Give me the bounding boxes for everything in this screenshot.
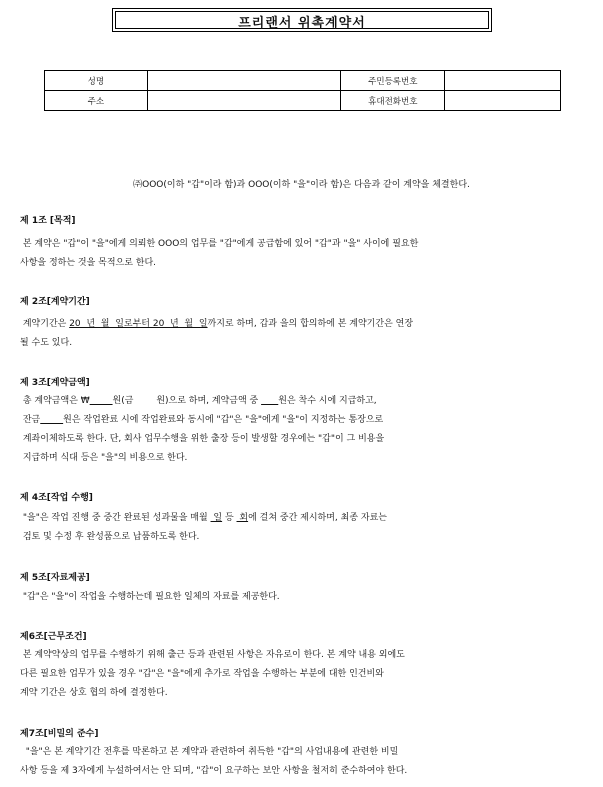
section-7-line: 사항 등을 제 3자에게 누설하여서는 안 되며, "갑"이 요구하는 보안 사항을 철저히 준수하여야 한다.: [20, 766, 408, 776]
period-blank[interactable]: 20 년 월 일로부터 20 년 월 일: [69, 319, 208, 329]
info-table: [44, 70, 561, 111]
text: "을"은 작업 진행 중 중간 완료된 성과물을 매월: [20, 513, 211, 523]
text: 등: [222, 513, 237, 523]
section-5-heading: 제 5조[자료제공]: [20, 573, 90, 583]
section-6-heading: 제6조[근무조건]: [20, 632, 87, 642]
address-value[interactable]: [147, 91, 341, 111]
document-title: 프리랜서 위촉계약서: [238, 16, 366, 31]
section-4-heading: 제 4조[작업 수행]: [20, 493, 93, 503]
address-label: 주소: [45, 91, 148, 111]
amount-blank[interactable]: [90, 396, 113, 406]
deposit-blank[interactable]: [261, 396, 278, 406]
section-4-line-2: 검토 및 수정 후 완성품으로 납품하도록 한다.: [20, 532, 200, 542]
text: 계약기간은: [20, 319, 70, 329]
phone-label: 휴대전화번호: [341, 91, 445, 111]
text: 원은 착수 시에 지급하고,: [278, 396, 377, 406]
name-label: 성명: [45, 71, 148, 91]
text: 총 계약금액은 ₩: [20, 396, 90, 406]
info-row: [45, 71, 561, 91]
text: 원(금 원)으로 하며, 계약금액 중: [112, 396, 262, 406]
intro-text: ㈜ΟΟΟ(이하 "갑"이라 함)과 ΟΟΟ(이하 "을"이라 함)은 다음과 같이 계약을 체결한다.: [133, 180, 470, 190]
section-4-line-1: [20, 510, 387, 523]
text: 에 걸쳐 중간 제시하며, 최종 자료는: [248, 513, 387, 523]
section-1-line: 사항을 정하는 것을 목적으로 한다.: [20, 258, 157, 268]
section-6-line: 계약 기간은 상호 협의 하에 결정한다.: [20, 688, 168, 698]
info-row: [45, 91, 561, 111]
title-box: [112, 8, 492, 32]
section-7-heading: 제7조[비밀의 준수]: [20, 729, 99, 739]
section-3-heading: 제 3조[계약금액]: [20, 378, 90, 388]
balance-blank[interactable]: [40, 415, 63, 425]
section-6-line: 본 계약약상의 업무를 수행하기 위해 출근 등과 관련된 사항은 자유로이 한다. 본 계약 내용 외에도: [20, 650, 405, 660]
section-3-line-3: 계좌이체하도록 한다. 단, 회사 업무수행을 위한 출장 등이 발생할 경우에는 "갑"이 그 비용을: [20, 434, 385, 444]
reg-label: 주민등록번호: [341, 71, 445, 91]
section-2-line-1: [20, 316, 413, 329]
text: 까지로 하며, 갑과 을의 합의하에 본 계약기간은 연장: [207, 319, 414, 329]
phone-value[interactable]: [445, 91, 561, 111]
section-5-line: "갑"은 "을"이 작업을 수행하는데 필요한 일체의 자료를 제공한다.: [20, 592, 280, 602]
times-blank[interactable]: 회: [236, 513, 249, 523]
section-1-line: 본 계약은 "갑"이 "을"에게 의뢰한 ΟΟΟ의 업무를 "갑"에게 공급함에 있어 "갑"과 "을" 사이에 필요한: [20, 239, 419, 249]
section-2-line-2: 될 수도 있다.: [20, 338, 73, 348]
text: 잔금: [20, 415, 41, 425]
reg-value[interactable]: [445, 71, 561, 91]
section-2-heading: 제 2조[계약기간]: [20, 297, 90, 307]
section-3-line-2: [20, 412, 383, 425]
day-blank[interactable]: 일: [210, 513, 223, 523]
section-3-line-1: [20, 393, 377, 406]
text: 원은 작업완료 시에 작업완료와 동시에 "갑"은 "을"에게 "을"이 지정하는 통장으로: [63, 415, 384, 425]
section-3-line-4: 지급하며 식대 등은 "을"의 비용으로 한다.: [20, 453, 188, 463]
section-1-heading: 제 1조 [목적]: [20, 216, 76, 226]
section-7-line: "을"은 본 계약기간 전후를 막론하고 본 계약과 관련하여 취득한 "갑"의 사업내용에 관련한 비밀: [20, 747, 399, 757]
name-value[interactable]: [147, 71, 341, 91]
section-6-line: 다른 필요한 업무가 있을 경우 "갑"은 "을"에게 추가로 작업을 수행하는 부분에 대한 인건비와: [20, 669, 384, 679]
